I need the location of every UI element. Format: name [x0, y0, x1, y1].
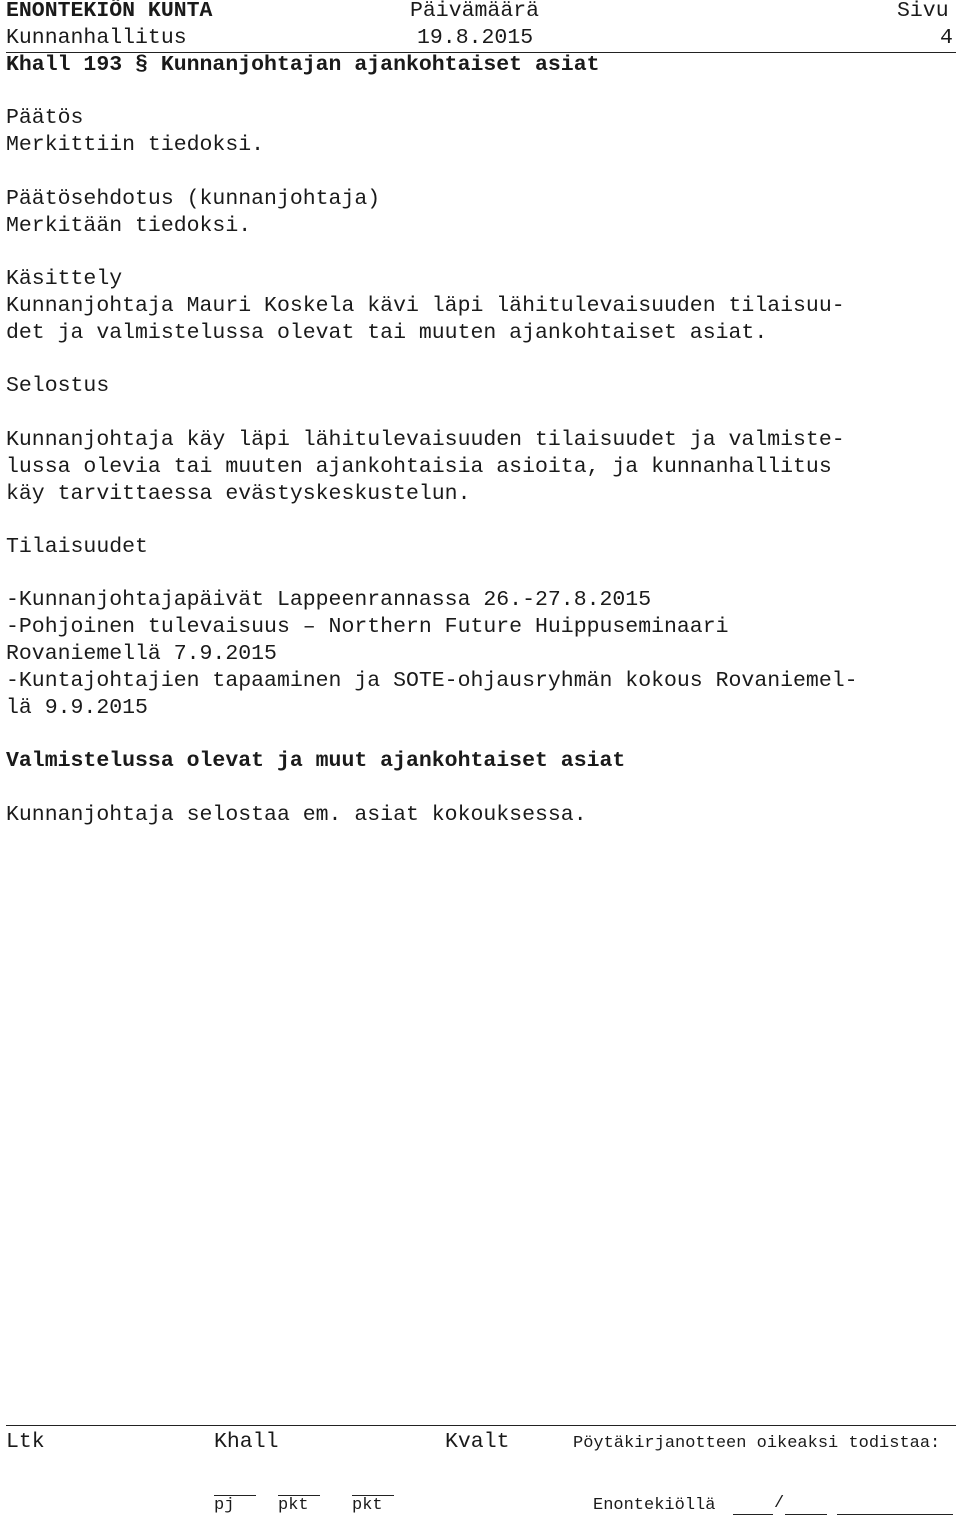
- explanation-line: käy tarvittaessa evästyskeskustelun.: [6, 482, 471, 506]
- pending-heading: Valmistelussa olevat ja muut ajankohtaiset asiat: [6, 749, 626, 773]
- date-label: Päivämäärä: [410, 0, 540, 23]
- footer-slash: /: [774, 1494, 785, 1513]
- body-name: Kunnanhallitus: [6, 26, 187, 50]
- explanation-line: lussa olevia tai muuten ajankohtaisia asioita, ja kunnanhallitus: [6, 455, 832, 479]
- explanation-heading: Selostus: [6, 374, 110, 398]
- events-heading: Tilaisuudet: [6, 535, 148, 559]
- explanation-line: Kunnanjohtaja käy läpi lähitulevaisuuden tilaisuudet ja valmiste-: [6, 428, 845, 452]
- event-line: -Kuntajohtajien tapaaminen ja SOTE-ohjausryhmän kokous Rovaniemel-: [6, 669, 858, 693]
- processing-line: Kunnanjohtaja Mauri Koskela kävi läpi lähitulevaisuuden tilaisuu-: [6, 294, 845, 318]
- pending-text: Kunnanjohtaja selostaa em. asiat kokouksessa.: [6, 803, 587, 827]
- section-title: Khall 193 § Kunnanjohtajan ajankohtaiset asiat: [6, 53, 600, 77]
- footer-rule: [6, 1425, 956, 1426]
- page-label: Sivu: [897, 0, 949, 23]
- footer-certify: Pöytäkirjanotteen oikeaksi todistaa:: [573, 1434, 941, 1453]
- signature-blank: [214, 1481, 256, 1496]
- meeting-date: 19.8.2015: [417, 26, 534, 50]
- processing-heading: Käsittely: [6, 267, 123, 291]
- event-line: -Pohjoinen tulevaisuus – Northern Future Huippuseminaari: [6, 615, 729, 639]
- proposal-text: Merkitään tiedoksi.: [6, 214, 252, 238]
- day-blank: [733, 1500, 773, 1515]
- processing-line: det ja valmistelussa olevat tai muuten ajankohtaiset asiat.: [6, 321, 768, 345]
- footer-place: Enontekiöllä: [593, 1496, 716, 1515]
- page-number: 4: [940, 26, 953, 50]
- footer-ltk: Ltk: [6, 1430, 45, 1454]
- footer-pkt: pkt: [278, 1496, 309, 1515]
- signature-blank: [352, 1481, 394, 1496]
- proposal-heading: Päätösehdotus (kunnanjohtaja): [6, 187, 381, 211]
- footer-khall: Khall: [214, 1430, 279, 1454]
- month-blank: [785, 1500, 827, 1515]
- event-line: lä 9.9.2015: [6, 696, 148, 720]
- event-line: -Kunnanjohtajapäivät Lappeenrannassa 26.-27.8.2015: [6, 588, 652, 612]
- signature-line: [837, 1500, 953, 1515]
- footer-kvalt: Kvalt: [445, 1430, 510, 1454]
- footer-pj: pj: [214, 1496, 235, 1515]
- signature-blank: [278, 1481, 320, 1496]
- decision-text: Merkittiin tiedoksi.: [6, 133, 265, 157]
- footer-pkt: pkt: [352, 1496, 383, 1515]
- decision-heading: Päätös: [6, 106, 84, 130]
- event-line: Rovaniemellä 7.9.2015: [6, 642, 277, 666]
- org-name: ENONTEKIÖN KUNTA: [6, 0, 213, 23]
